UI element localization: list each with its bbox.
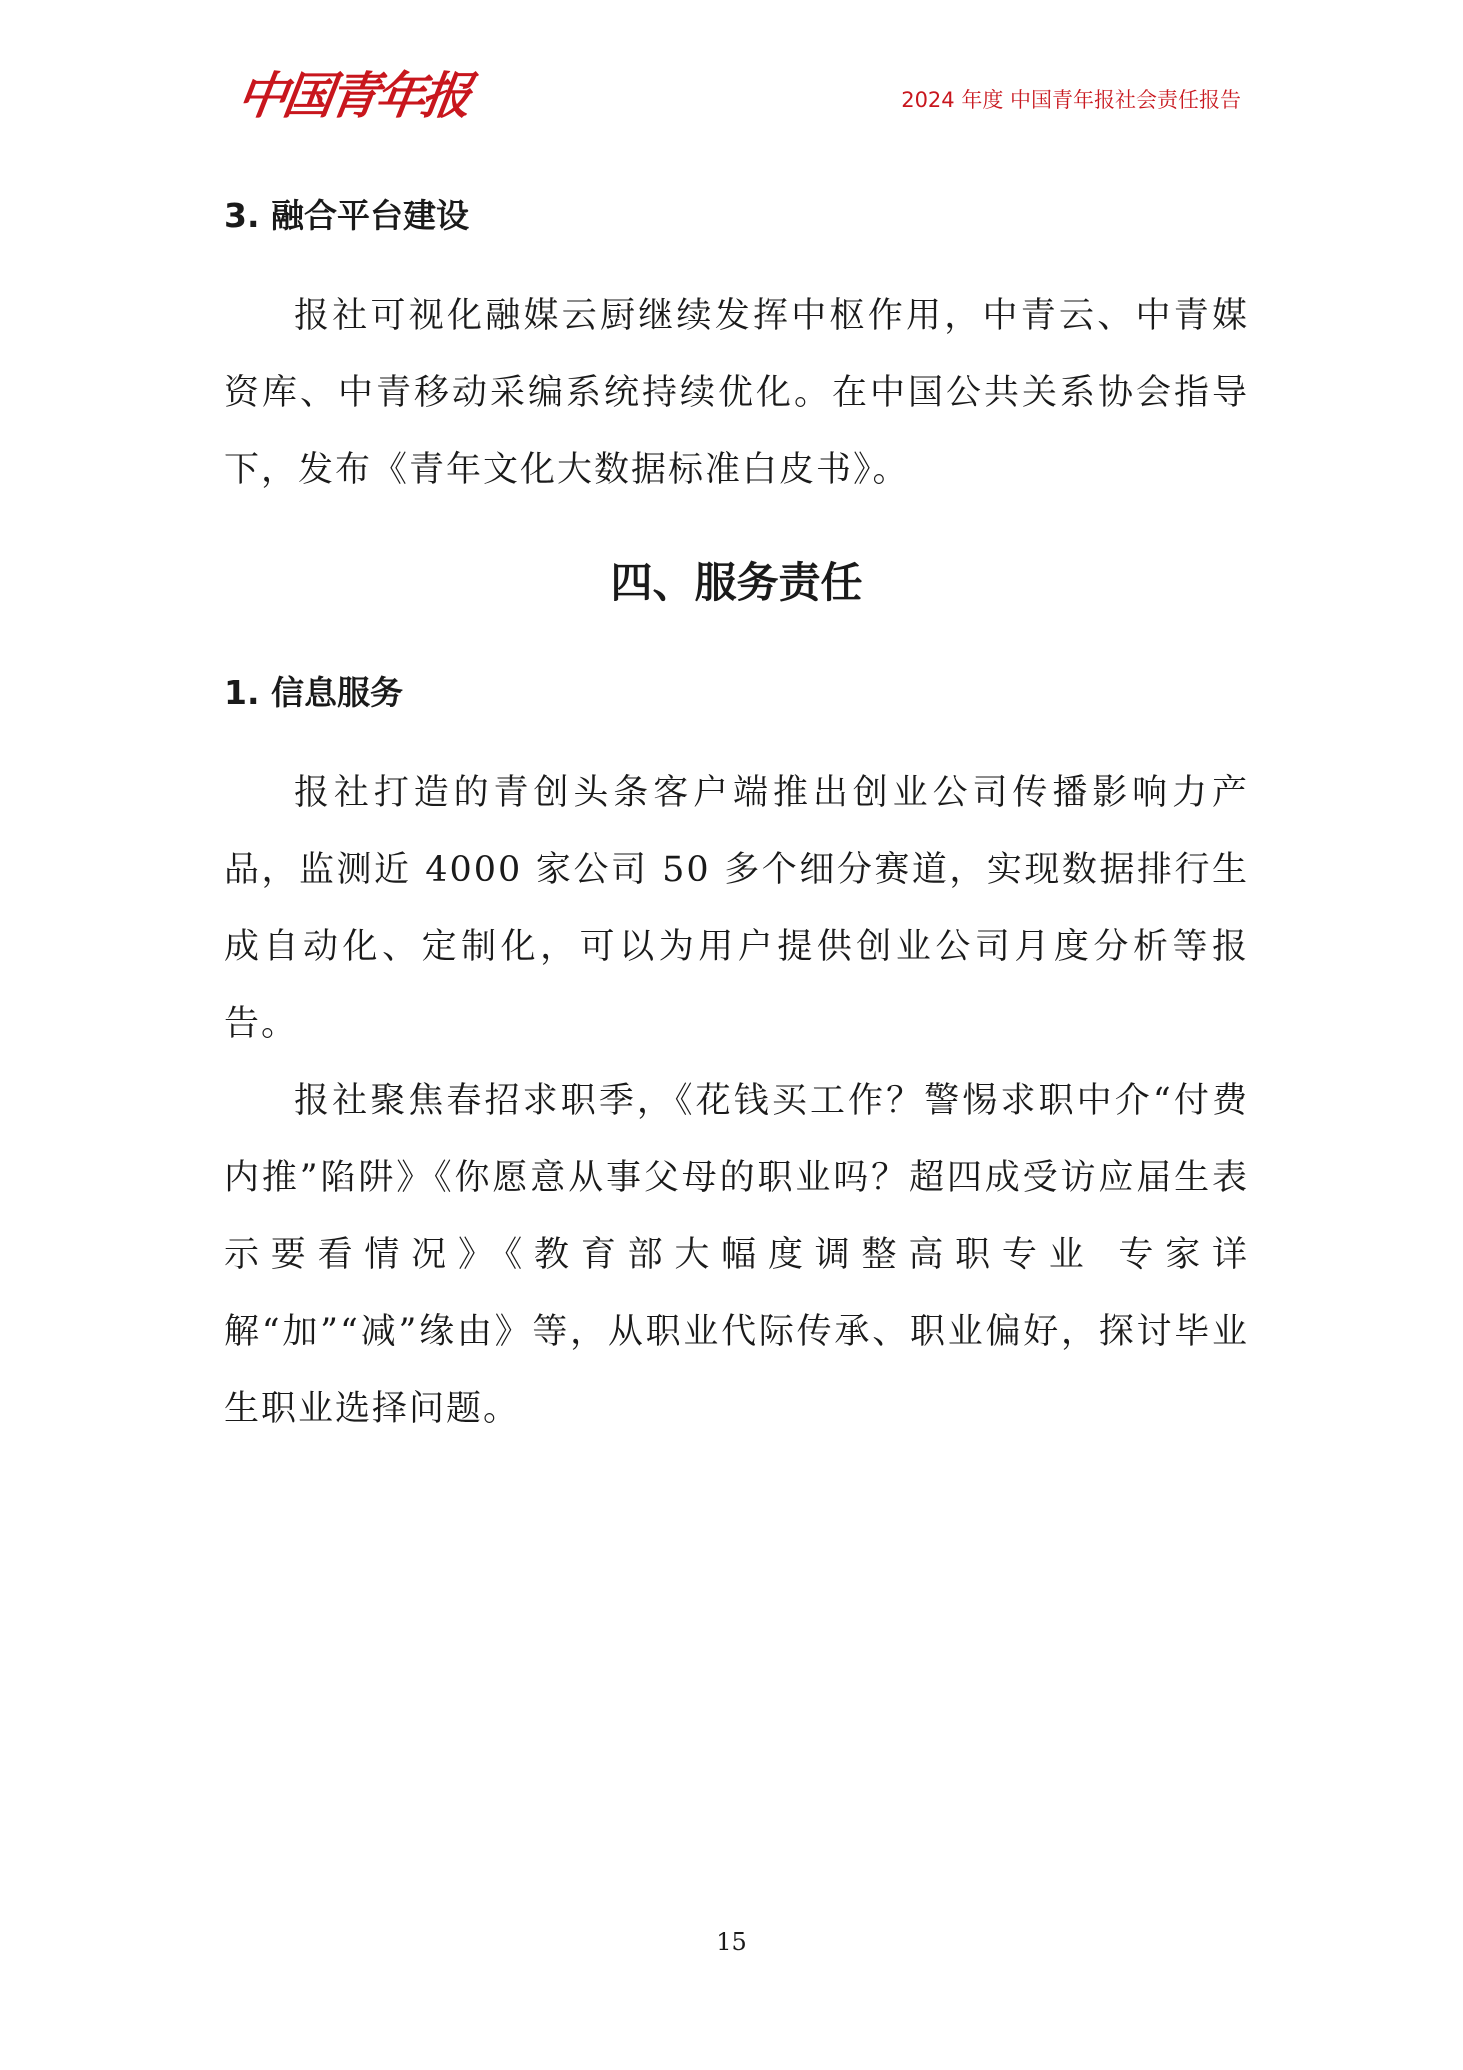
section-heading-fusion-platform: 3. 融合平台建设 <box>224 196 469 235</box>
chapter-title: 四、服务责任 <box>610 558 863 607</box>
page-content <box>224 180 1249 1448</box>
section-heading-info-service: 1. 信息服务 <box>224 673 403 712</box>
newspaper-logo: 中国青年报 <box>233 66 472 125</box>
paragraph-info-service-1: 报社打造的青创头条客户端推出创业公司传播影响力产品，监测近 4000 家公司 50 多个细分赛道，实现数据排行生成自动化、定制化，可以为用户提供创业公司月度分析等报告。 <box>224 773 1249 1044</box>
page-number: 15 <box>716 1928 747 1956</box>
paragraph-info-service-2: 报社聚焦春招求职季，《花钱买工作？警惕求职中介“付费内推”陷阱》《你愿意从事父母的职业吗？超四成受访应届生表示要看情况》《教育部大幅度调整高职专业 专家详解“加”“减”缘由》等，从职业代际传承、职业偏好，探讨毕业生职业选择问题。 <box>224 1081 1249 1429</box>
report-title: 2024 年度 中国青年报社会责任报告 <box>901 88 1241 112</box>
paragraph-fusion-platform: 报社可视化融媒云厨继续发挥中枢作用，中青云、中青媒资库、中青移动采编系统持续优化。在中国公共关系协会指导下，发布《青年文化大数据标准白皮书》。 <box>224 296 1249 490</box>
